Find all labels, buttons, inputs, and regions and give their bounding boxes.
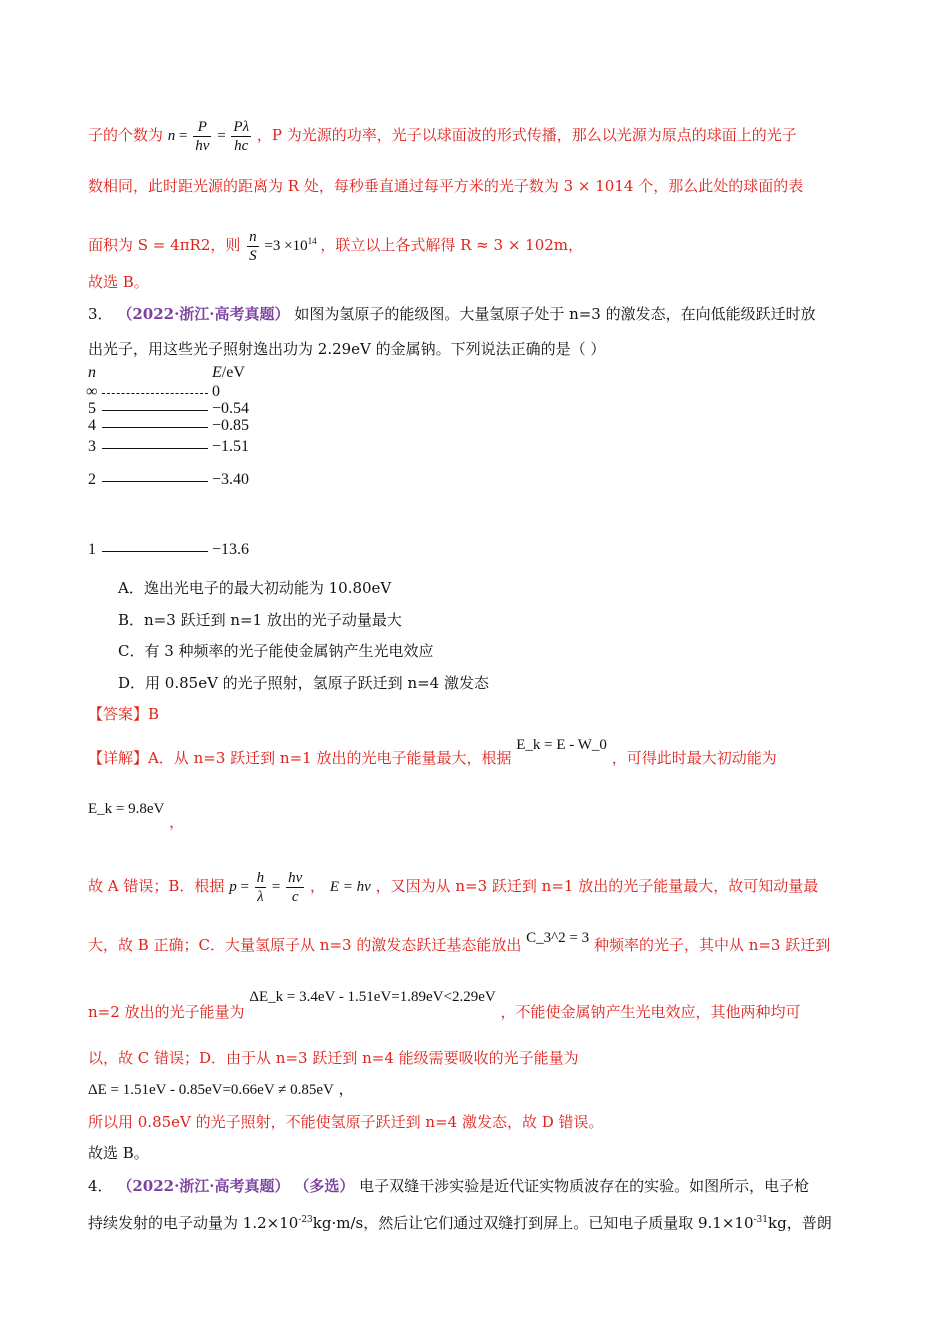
formula-eq-2: = [217,127,226,144]
level-line-5 [102,410,208,411]
formula-n: n [167,127,176,144]
axis-label-energy: E/eV [212,364,245,381]
answer: 【答案】B [88,705,160,723]
level-line-1 [102,551,208,552]
axis-label-n: n [88,364,96,381]
level-line-inf [102,393,208,394]
level-line-3 [102,448,208,449]
momentum-formula: p = $\frac{h}{\lambda}$ = $\frac{h\nu}{c}$ [229,870,303,905]
question-number: 3． [88,305,113,323]
level-e-2: −3.40 [212,471,250,488]
delta-ek-formula: ΔE_k = 3.4eV - 1.51eV=1.89eV<2.29eV [249,989,496,1005]
detail-line-4-pre: 大，故 B 正确；C．大量氢原子从 n=3 的激发态跃迁基态能放出 [88,936,522,954]
frac-den: hc [234,138,249,154]
detail-line-1 [88,737,862,769]
level-e-3: −1.51 [212,438,250,455]
detail-line-5-post: ，不能使金属钠产生光电效应，其他两种均可 [500,1003,801,1021]
level-n-4: 4 [88,417,96,434]
solution-line-1-pre: 子的个数为 [88,125,164,144]
n-over-s-formula [245,229,320,264]
solution-conclusion: 故选 B。 [88,273,149,291]
detail-line-3-post: ，又因为从 n=3 跃迁到 n=1 放出的光子能量最大，故可知动量最 [375,876,819,895]
level-n-inf: ∞ [86,383,98,400]
solution-line-2: 数相同，此时距光源的距离为 R 处，每秒垂直通过每平方米的光子数为 3 × 1014 个，那么此处的球面的表 [88,177,804,195]
frac-num: Pλ [233,119,250,135]
question-source: （2022·浙江·高考真题） [117,1177,290,1195]
detail-line-4-post: 种频率的光子，其中从 n=3 跃迁到 [593,936,831,954]
level-e-4: −0.85 [212,417,250,434]
combination-formula: C_3^2 = 3 [526,930,590,946]
detail-line-5-pre: n=2 放出的光子能量为 [88,1003,245,1021]
level-n-3: 3 [88,438,96,455]
detail-line-5 [88,989,862,1023]
exponent-2: -31 [753,1215,768,1225]
detail-line-7 [88,1079,862,1100]
level-line-2 [102,481,208,482]
formula-rhs: =3 ×10 [264,237,308,254]
fraction-hv-over-c: $\frac{h\nu}{c}$ [288,870,303,905]
level-n-2: 2 [88,471,96,488]
fraction-n-over-s [247,228,259,265]
option-c: C．有 3 种频率的光子能使金属钠产生光电效应 [118,642,434,660]
formula-ek-value: E_k = 9.8eV [88,801,165,817]
frac-num: P [193,118,211,137]
question-4-line-1 [88,1176,862,1196]
fraction-p-over-hv [193,118,211,155]
question-text: 如图为氢原子的能级图。大量氢原子处于 n=3 的激发态，在向低能级跃迁时放 [294,305,816,323]
option-d: D．用 0.85eV 的光子照射，氢原子跃迁到 n=4 激发态 [118,674,489,692]
energy-formula: E = hν [329,878,371,895]
frac-num: n [249,229,257,245]
solution-line-3-pre: 面积为 S = 4πR2，则 [88,235,241,254]
question-3-line-2: 出光子，用这些光子照射逸出功为 2.29eV 的金属钠。下列说法正确的是（ ） [88,340,606,358]
level-e-inf: 0 [212,383,220,400]
solution-line-3 [88,228,862,265]
detail-line-2 [88,798,862,831]
detail-line-6: 以，故 C 错误；D．由于从 n=3 跃迁到 n=4 能级需要吸收的光子能量为 [88,1049,579,1067]
detail-line-8: 所以用 0.85eV 的光子照射，不能使氢原子跃迁到 n=4 激发态，故 D 错误。 [88,1113,604,1131]
frac-den: hν [195,138,210,154]
formula-ek: E_k = E - W_0 [516,737,607,753]
option-a: A．逸出光电子的最大初动能为 10.80eV [118,579,392,597]
solution-line-3-post: ，联立以上各式解得 R ≈ 3 × 102m， [320,235,584,254]
detail-line-4 [88,930,862,956]
frac-den: S [249,248,257,264]
detail-line-2-post: ， [169,813,185,831]
level-n-5: 5 [88,400,96,417]
fraction-h-over-lambda: $\frac{h}{\lambda}$ [256,870,265,905]
level-line-4 [102,427,208,428]
question-3-conclusion: 故选 B。 [88,1144,149,1162]
question-3-line-1 [88,304,862,324]
delta-e-formula: ΔE = 1.51eV - 0.85eV=0.66eV ≠ 0.85eV [88,1082,334,1098]
question-text: 电子双缝干涉实验是近代证实物质波存在的实验。如图所示，电子枪 [359,1177,810,1195]
formula-eq: = [179,127,188,144]
level-e-5: −0.54 [212,400,250,417]
detail-line-1-post: ，可得此时最大初动能为 [611,749,777,767]
detail-line-1-pre: 【详解】A．从 n=3 跃迁到 n=1 放出的光电子能量最大，根据 [88,749,512,767]
level-n-1: 1 [88,541,96,558]
formula-exponent: 14 [307,235,317,246]
question-source: （2022·浙江·高考真题） [117,305,290,323]
detail-line-3: 故 A 错误；B．根据 p = $\frac{h}{\lambda}$ = $\frac{h\nu}{c}$ ， E = hν ，又因为从 n=3 跃迁到 n=1 放出的光子能量最大，故可知动量最 [88,870,819,905]
solution-line-1-post: ，P 为光源的功率，光子以球面波的形式传播，那么以光源为原点的球面上的光子 [256,125,797,144]
option-b: B．n=3 跃迁到 n=1 放出的光子动量最大 [118,611,402,629]
exponent-1: -23 [298,1215,313,1225]
solution-line-1 [88,118,862,155]
detail-line-7-post: ， [338,1080,354,1098]
level-e-1: −13.6 [212,541,250,558]
question-number: 4． [88,1177,113,1195]
detail-line-3-pre: 故 A 错误；B．根据 [88,876,225,895]
question-tag: （多选） [294,1177,355,1195]
question-4-line-2: 持续发射的电子动量为 $1.2\times 10^{-23}kg\cdot m/s$，然后让它们通过双缝打到屏上。已知电子质量取 $9.1\times 10^{-31}kg$，普朗 [88,1214,832,1232]
fraction-plambda-over-hc [231,118,251,155]
